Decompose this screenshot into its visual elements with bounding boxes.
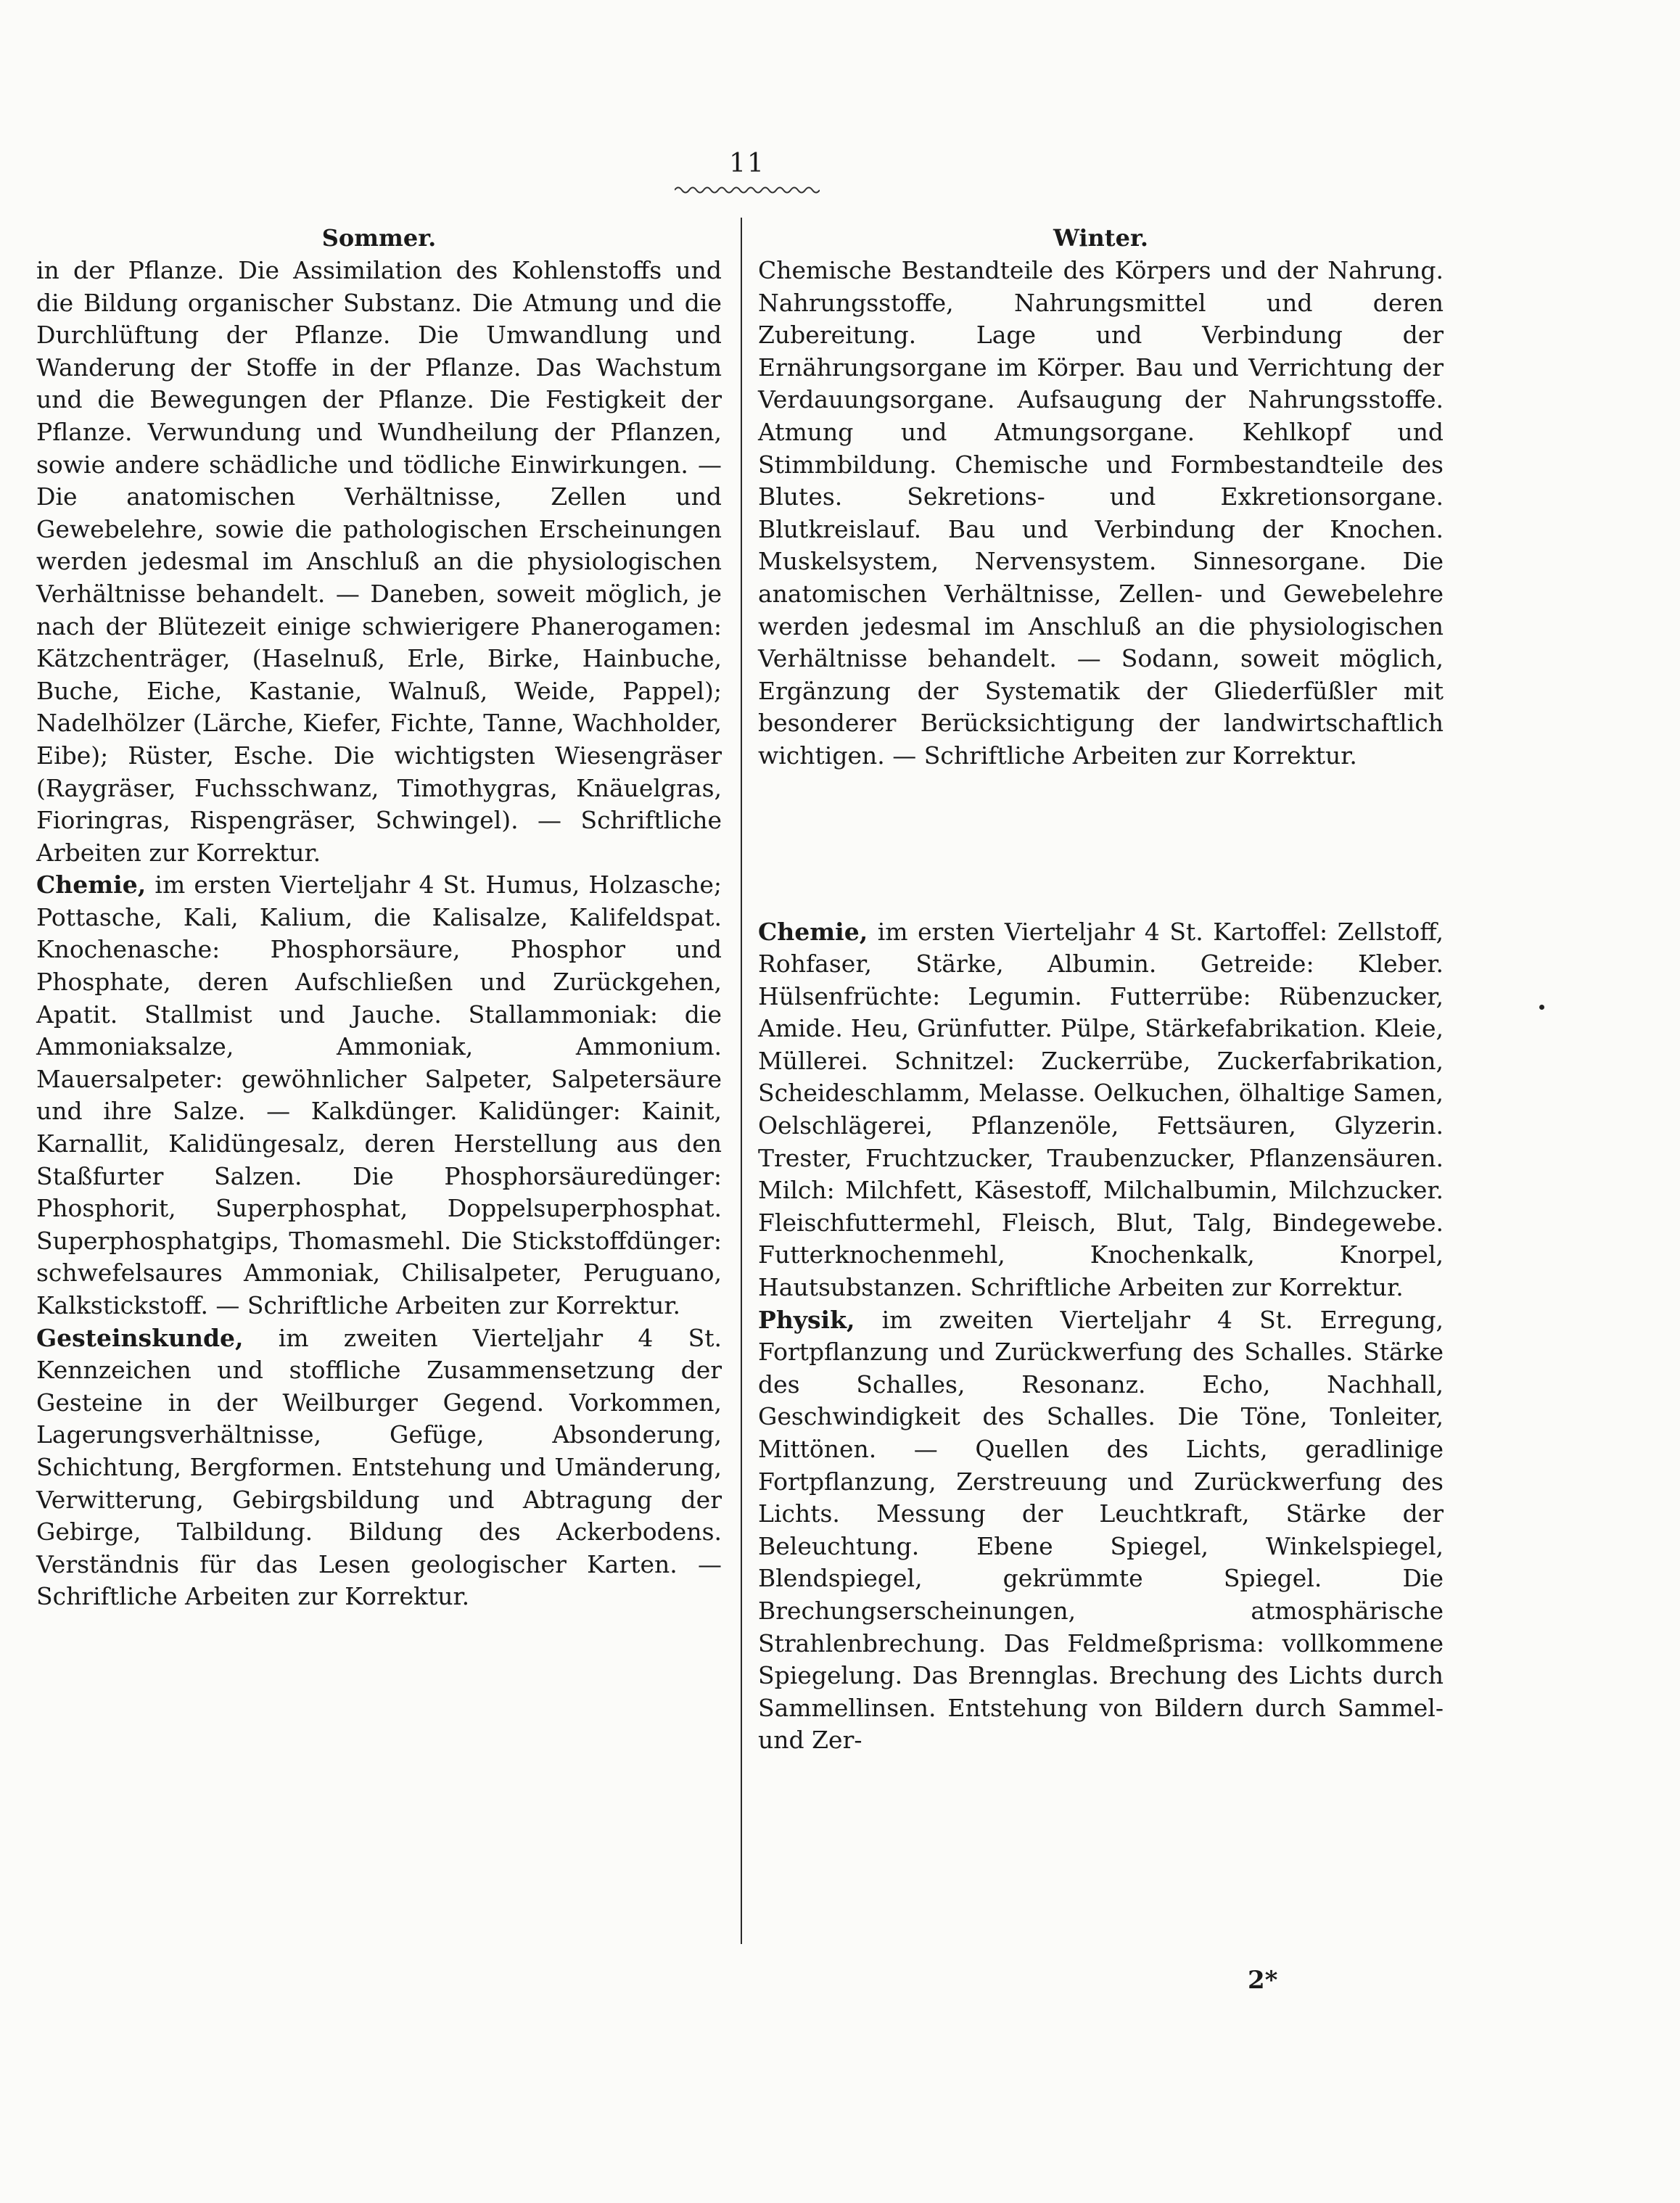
season-heading-summer: Sommer.	[321, 224, 437, 252]
paragraph-botany	[36, 255, 722, 869]
season-heading-winter: Winter.	[1053, 224, 1148, 252]
subject-lead: Chemie,	[758, 917, 868, 946]
column-gap	[758, 773, 1444, 916]
paragraph-text: in der Pflanze. Die Assimilation des Kohlenstoffs und die Bildung organischer Substanz. Die Atmung und die Durchlüftung der Pflanze. Die Umwandlung und Wanderung der Stoffe in der Pflanze. Das Wachstum und die Bewegungen der Pflanze. Die Festigkeit der Pflanze. Verwundung und Wundheilung der Pflanzen, sowie andere schädliche und tödliche Einwirkungen. — Die anatomischen Verhältnisse, Zellen und Gewebelehre, sowie die pathologischen Erscheinungen werden jedesmal im Anschluß an die physiologischen Verhältnisse behandelt. — Daneben, soweit möglich, je nach der Blütezeit einige schwierigere Phanerogamen: Kätzchenträger, (Haselnuß, Erle, Birke, Hainbuche, Buche, Eiche, Kastanie, Walnuß, Weide, Pappel); Nadelhölzer (Lärche, Kiefer, Fichte, Tanne, Wachholder, Eibe); Rüster, Esche. Die wichtigsten Wiesengräser (Raygräser, Fuchsschwanz, Timothygras, Knäuelgras, Fioringras, Rispengräser, Schwingel). — Schriftliche Arbeiten zur Korrektur.	[36, 256, 722, 867]
column-divider	[741, 218, 742, 1944]
wavy-rule-ornament	[675, 183, 820, 197]
right-column	[758, 221, 1444, 1757]
paragraph-chemistry	[36, 869, 722, 1322]
paragraph-text: im zweiten Vierteljahr 4 St. Erregung, Fortpflanzung und Zurückwerfung des Schalles. Stärke des Schalles, Resonanz. Echo, Nachhall, Geschwindigkeit des Schalles. Die Töne, Tonleiter, Mittönen. — Quellen des Lichts, geradlinige Fortpflanzung, Zerstreuung und Zurückwerfung des Lichts. Messung der Leuchtkraft, Stärke der Beleuchtung. Ebene Spiegel, Winkelspiegel, Blendspiegel, gekrümmte Spiegel. Die Brechungserscheinungen, atmosphärische Strahlenbrechung. Das Feldmeßprisma: vollkommene Spiegelung. Das Brennglas. Brechung des Lichts durch Sammellinsen. Entstehung von Bildern durch Sammel- und Zer-	[758, 1305, 1444, 1755]
paragraph-anatomy	[758, 255, 1444, 773]
paragraph-text: im ersten Vierteljahr 4 St. Kartoffel: Zellstoff, Rohfaser, Stärke, Albumin. Getreide: Kleber. Hülsenfrüchte: Legumin. Futterrübe: Rübenzucker, Amide. Heu, Grünfutter. Pülpe, Stärkefabrikation. Kleie, Müllerei. Schnitzel: Zuckerrübe, Zuckerfabrikation, Scheideschlamm, Melasse. Oelkuchen, ölhaltige Samen, Oelschlägerei, Pflanzenöle, Fettsäuren, Glyzerin. Trester, Fruchtzucker, Traubenzucker, Pflanzensäuren. Milch: Milchfett, Käsestoff, Milchalbumin, Milchzucker. Fleischfuttermehl, Fleisch, Blut, Talg, Bindegewebe. Futterknochenmehl, Knochenkalk, Knorpel, Hautsubstanzen. Schriftliche Arbeiten zur Korrektur.	[758, 917, 1444, 1302]
subject-lead: Gesteinskunde,	[36, 1323, 244, 1352]
paragraph-geology	[36, 1322, 722, 1613]
subject-lead: Chemie,	[36, 870, 147, 899]
page-number: 11	[729, 149, 765, 178]
sheet-signature: 2*	[1248, 1966, 1278, 1995]
paragraph-physics	[758, 1304, 1444, 1757]
paragraph-chemistry	[758, 916, 1444, 1304]
subject-lead: Physik,	[758, 1305, 855, 1334]
paragraph-text: im zweiten Vierteljahr 4 St. Kennzeichen und stoffliche Zusammensetzung der Gesteine in der Weilburger Gegend. Vorkommen, Lagerungsverhältnisse, Gefüge, Absonderung, Schichtung, Bergformen. Entstehung und Umänderung, Verwitterung, Gebirgsbildung und Abtragung der Gebirge, Talbildung. Bildung des Ackerbodens. Verständnis für das Lesen geologischer Karten. — Schriftliche Arbeiten zur Korrektur.	[36, 1323, 722, 1611]
ink-speck	[1539, 1005, 1544, 1010]
left-column	[36, 221, 722, 1613]
paragraph-text: im ersten Vierteljahr 4 St. Humus, Holzasche; Pottasche, Kali, Kalium, die Kalisalze, Kalifeldspat. Knochenasche: Phosphorsäure, Phosphor und Phosphate, deren Aufschließen und Zurückgehen, Apatit. Stallmist und Jauche. Stallammoniak: die Ammoniaksalze, Ammoniak, Ammonium. Mauersalpeter: gewöhnlicher Salpeter, Salpetersäure und ihre Salze. — Kalkdünger. Kalidünger: Kainit, Karnallit, Kalidüngesalz, deren Herstellung aus den Staßfurter Salzen. Die Phosphorsäuredünger: Phosphorit, Superphosphat, Doppelsuperphosphat. Superphosphatgips, Thomasmehl. Die Stickstoffdünger: schwefelsaures Ammoniak, Chilisalpeter, Peruguano, Kalkstickstoff. — Schriftliche Arbeiten zur Korrektur.	[36, 870, 722, 1319]
paragraph-text: Chemische Bestandteile des Körpers und der Nahrung. Nahrungsstoffe, Nahrungsmittel und deren Zubereitung. Lage und Verbindung der Ernährungsorgane im Körper. Bau und Verrichtung der Verdauungsorgane. Aufsaugung der Nahrungsstoffe. Atmung und Atmungsorgane. Kehlkopf und Stimmbildung. Chemische und Formbestandteile des Blutes. Sekretions- und Exkretionsorgane. Blutkreislauf. Bau und Verbindung der Knochen. Muskelsystem, Nervensystem. Sinnesorgane. Die anatomischen Verhältnisse, Zellen- und Gewebelehre werden jedesmal im Anschluß an die physiologischen Verhältnisse behandelt. — Sodann, soweit möglich, Ergänzung der Systematik der Gliederfüßler mit besonderer Berücksichtigung der landwirtschaftlich wichtigen. — Schriftliche Arbeiten zur Korrektur.	[758, 256, 1444, 770]
